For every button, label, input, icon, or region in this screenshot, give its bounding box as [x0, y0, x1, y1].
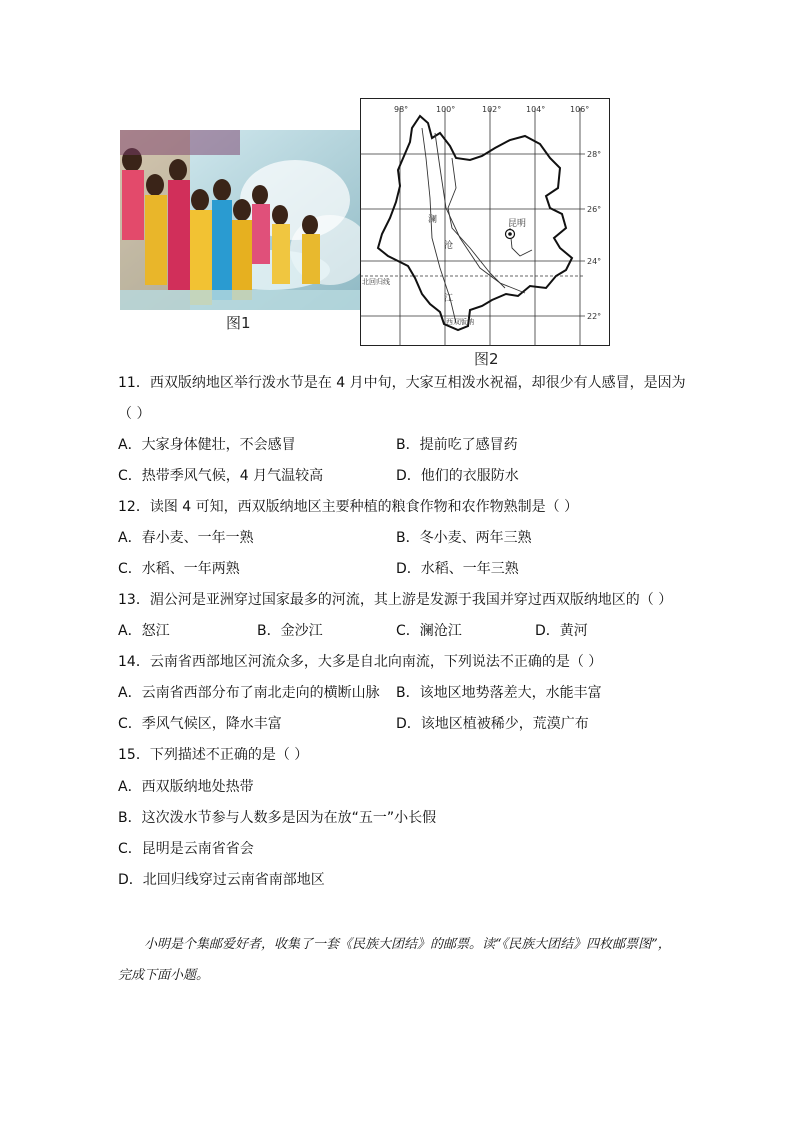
question-15-option-a: A．西双版纳地处热带	[118, 779, 254, 795]
yunnan-map	[360, 98, 610, 346]
river-char-3: 江	[444, 294, 454, 304]
question-15-option-b: B．这次泼水节参与人数多是因为在放“五一”小长假	[118, 810, 437, 826]
question-12-option-d: D．水稻、一年三熟	[396, 561, 519, 577]
lon-label-98: 98°	[394, 105, 409, 114]
lat-label-22: 22°	[587, 312, 602, 321]
water-festival-photo	[120, 130, 360, 310]
question-14-option-b: B．该地区地势落差大，水能丰富	[396, 685, 602, 701]
question-13-option-d: D．黄河	[535, 623, 588, 639]
question-15-stem: 15．下列描述不正确的是（ ）	[118, 747, 309, 763]
figure-2-caption: 图2	[474, 350, 499, 368]
question-12-option-a: A．春小麦、一年一熟	[118, 530, 254, 546]
question-14-option-a: A．云南省西部分布了南北走向的横断山脉	[118, 685, 380, 701]
lon-label-106: 106°	[570, 105, 590, 114]
question-13-stem: 13．湄公河是亚洲穿过国家最多的河流，其上游是发源于我国并穿过西双版纳地区的（ ）	[118, 592, 673, 608]
question-13-option-c: C．澜沧江	[396, 623, 462, 639]
river-char-2: 沧	[444, 241, 454, 251]
question-14-option-c: C．季风气候区，降水丰富	[118, 716, 282, 732]
question-15-option-d: D．北回归线穿过云南省南部地区	[118, 872, 325, 888]
river-char-1: 澜	[428, 215, 438, 225]
question-14-stem: 14．云南省西部地区河流众多，大多是自北向南流，下列说法不正确的是（ ）	[118, 654, 603, 670]
question-13-option-a: A．怒江	[118, 623, 170, 639]
tropic-label: 北回归线	[362, 278, 390, 286]
question-11-option-a: A．大家身体健壮，不会感冒	[118, 437, 296, 453]
question-11-option-c: C．热带季风气候，4 月气温较高	[118, 468, 324, 484]
question-12-option-c: C．水稻、一年两熟	[118, 561, 240, 577]
question-14-option-d: D．该地区植被稀少，荒漠广布	[396, 716, 589, 732]
lat-label-24: 24°	[587, 257, 602, 266]
figure-1-caption: 图1	[226, 314, 251, 332]
question-11-stem-cont: （ ）	[118, 406, 151, 422]
lon-label-104: 104°	[526, 105, 546, 114]
lat-label-26: 26°	[587, 205, 602, 214]
kunming-label: 昆明	[508, 219, 527, 229]
lat-label-28: 28°	[587, 150, 602, 159]
question-11-option-b: B．提前吃了感冒药	[396, 437, 518, 453]
question-11-stem: 11．西双版纳地区举行泼水节是在 4 月中旬，大家互相泼水祝福，却很少有人感冒，是因为	[118, 375, 686, 391]
question-12-stem: 12．读图 4 可知，西双版纳地区主要种植的粮食作物和农作物熟制是（ ）	[118, 499, 579, 515]
lon-label-100: 100°	[436, 105, 456, 114]
lon-label-102: 102°	[482, 105, 502, 114]
question-15-option-c: C．昆明是云南省省会	[118, 841, 254, 857]
question-13-option-b: B．金沙江	[257, 623, 323, 639]
question-11-option-d: D．他们的衣服防水	[396, 468, 519, 484]
xishuangbanna-label: 西双版纳	[446, 318, 474, 326]
question-12-option-b: B．冬小麦、两年三熟	[396, 530, 532, 546]
stamp-question-intro: 小明是个集邮爱好者，收集了一套《民族大团结》的邮票。读“《民族大团结》四枚邮票图”，完成下面小题。	[118, 937, 671, 983]
